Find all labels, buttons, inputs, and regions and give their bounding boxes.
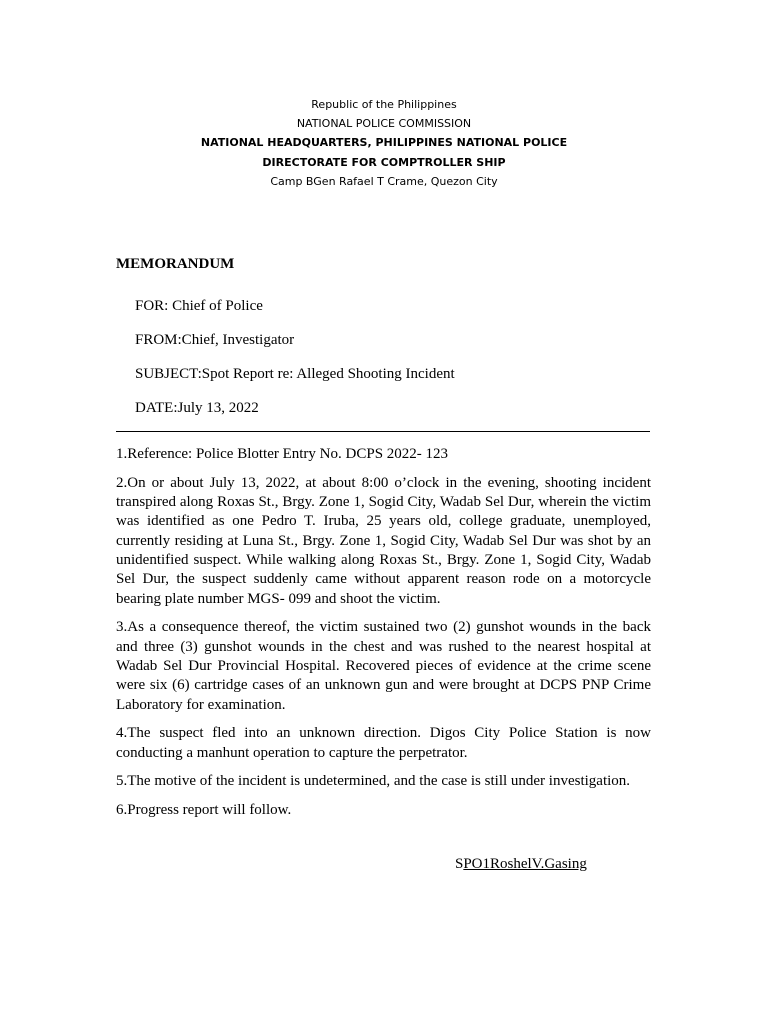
paragraph-progress: 6.Progress report will follow. (116, 802, 292, 819)
memo-from: FROM:Chief, Investigator (135, 332, 295, 348)
letterhead-directorate: DIRECTORATE FOR COMPTROLLER SHIP (262, 155, 506, 169)
letterhead-commission: NATIONAL POLICE COMMISSION (296, 117, 472, 131)
signature-name (455, 855, 587, 873)
memo-for: FOR: Chief of Police (135, 298, 263, 314)
letterhead-country: Republic of the Philippines (311, 98, 457, 111)
header-divider (116, 431, 650, 432)
paragraph-consequence: 3.As a consequence thereof, the victim sustained two (2) gunshot wounds in the back and three (3) gunshot wounds in the chest and was rushed to the nearest hospital at Wadab Sel Dur Provincial Hospital. Recovered pieces of evidence at the crime scene were six (6) cartridge cases of an unknown gun and were brought at DCPS PNP Crime Laboratory for examination. (116, 619, 651, 713)
paragraph-suspect: 4.The suspect fled into an unknown direction. Digos City Police Station is now conducting a manhunt operation to capture the perpetrator. (116, 725, 651, 761)
memo-body (116, 445, 651, 830)
paragraph-reference: 1.Reference: Police Blotter Entry No. DCPS 2022- 123 (116, 446, 449, 462)
letterhead (0, 95, 768, 191)
memo-subject: SUBJECT:Spot Report re: Alleged Shooting Incident (135, 366, 455, 382)
paragraph-motive: 5.The motive of the incident is undetermined, and the case is still under investigation. (116, 773, 631, 790)
signature-initial: S (455, 856, 464, 872)
paragraph-incident: 2.On or about July 13, 2022, at about 8:00 o’clock in the evening, shooting incident transpired along Roxas St., Brgy. Zone 1, Sogid City, Wadab Sel Dur, wherein the victim was identified as one Pedro T. Iruba, 25 years old, college graduate, unemployed, currently residing at Luna St., Brgy. Zone 1, Sogid City, Wadab Sel Dur was shot by an unidentified suspect. While walking along Roxas St., Brgy. Zone 1, Sogid City, Wadab Sel Dur, the suspect suddenly came without apparent reason rode on a motorcycle bearing plate number MGS- 099 and shoot the victim. (116, 474, 651, 607)
signature-underlined: PO1RoshelV.Gasing (463, 856, 587, 872)
letterhead-headquarters: NATIONAL HEADQUARTERS, PHILIPPINES NATIONAL POLICE (200, 136, 568, 150)
memo-title: MEMORANDUM (116, 256, 235, 272)
letterhead-address: Camp BGen Rafael T Crame, Quezon City (270, 174, 498, 188)
memo-date: DATE:July 13, 2022 (135, 400, 259, 416)
